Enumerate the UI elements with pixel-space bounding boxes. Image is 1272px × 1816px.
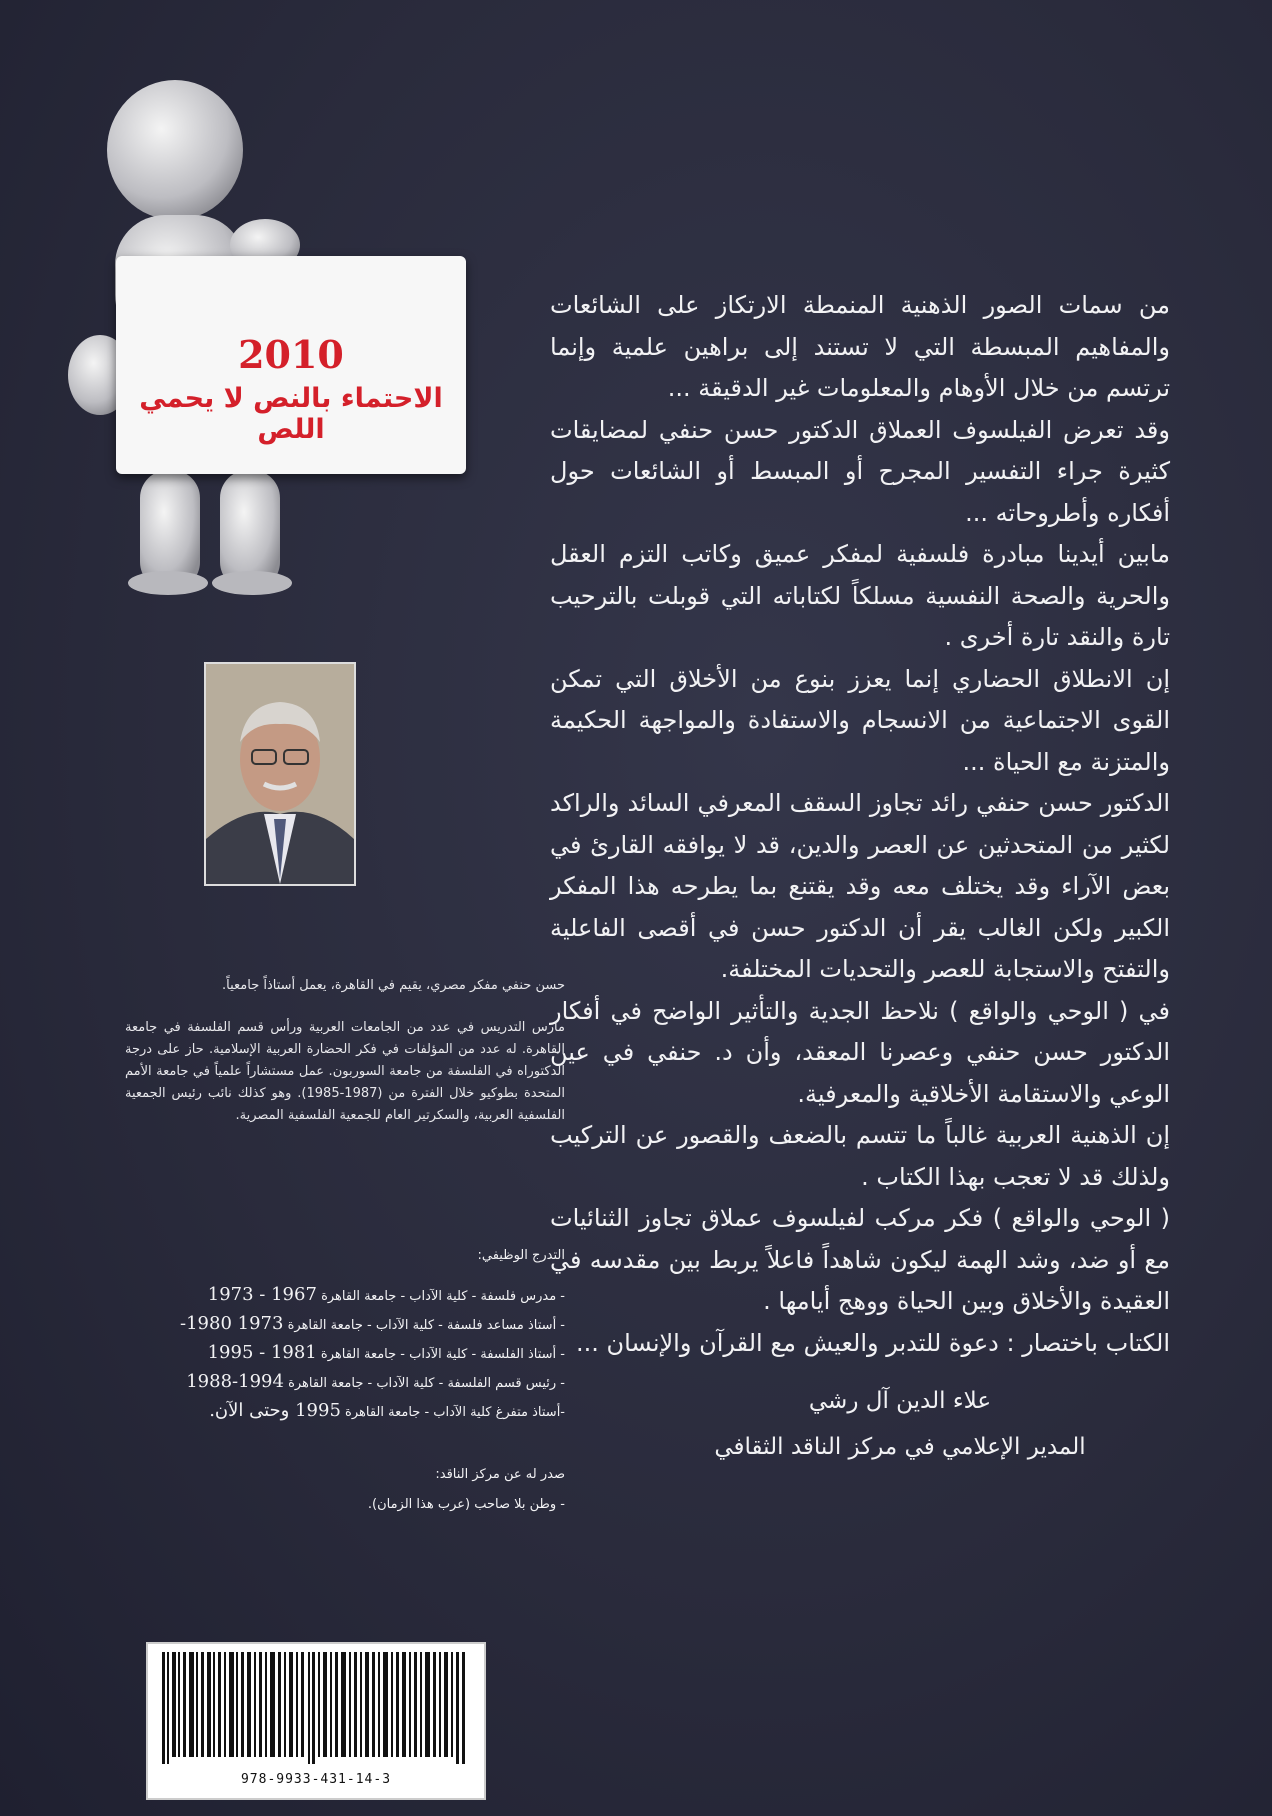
published-title: صدر له عن مركز الناقد:	[435, 1467, 565, 1482]
author-bio	[125, 975, 565, 1127]
card-year: 2010	[238, 332, 344, 377]
signature-name: علاء الدين آل رشي	[808, 1388, 992, 1414]
card-slogan: الاحتماء بالنص لا يحمي اللص	[139, 383, 443, 445]
career-title: التدرج الوظيفي:	[477, 1248, 565, 1263]
barcode	[146, 1642, 486, 1800]
blurb-paragraph: مابين أيدينا مبادرة فلسفية لمفكر عميق وكاتب التزم العقل والحرية والصحة النفسية مسلكاً لكتاباته التي قوبلت بالترحيب تارة والنقد تارة أخرى .	[550, 540, 1170, 651]
published-item: - وطن بلا صاحب (عرب هذا الزمان).	[367, 1497, 565, 1512]
list-item: - مدرس فلسفة - كلية الآداب - جامعة القاهرة 1967 - 1973	[207, 1284, 565, 1305]
author-photo	[204, 662, 356, 886]
list-item: - أستاذ مساعد فلسفة - كلية الآداب - جامعة القاهرة 1973 1980-	[180, 1313, 565, 1334]
list-item: - رئيس قسم الفلسفة - كلية الآداب - جامعة القاهرة 1994-1988	[186, 1371, 565, 1392]
signature	[700, 1378, 1100, 1470]
career-list	[125, 1280, 565, 1425]
blurb-paragraph: إن الذهنية العربية غالباً ما تتسم بالضعف والقصور عن التركيب ولذلك قد لا تعجب بهذا الكتاب .	[550, 1121, 1170, 1191]
blurb-paragraph: ( الوحي والواقع ) فكر مركب لفيلسوف عملاق تجاوز الثنائيات مع أو ضد، وشد الهمة ليكون شاهداً فاعلاً يربط بين مقدسه في العقيدة والأخلاق وبين الحياة ووهج أيامها .	[550, 1204, 1170, 1315]
blurb-paragraph: وقد تعرض الفيلسوف العملاق الدكتور حسن حنفي لمضايقات كثيرة جراء التفسير المجرح أو المبسط أو الشائعات حول أفكاره وأطروحاته ...	[550, 415, 1170, 527]
blurb-text	[550, 285, 1170, 1364]
isbn-number: 978-9933-431-14-3	[240, 1772, 392, 1787]
sign-card	[116, 256, 466, 474]
blurb-paragraph: في ( الوحي والواقع ) نلاحظ الجدية والتأثير الواضح في أفكار الدكتور حسن حنفي وعصرنا المعقد، وأن د. حنفي في عين الوعي والاستقامة الأخلاقية والمعرفية.	[550, 996, 1170, 1108]
list-item: - أستاذ الفلسفة - كلية الآداب - جامعة القاهرة 1981 - 1995	[207, 1342, 565, 1363]
bio-details: مارس التدريس في عدد من الجامعات العربية ورأس قسم الفلسفة في جامعة القاهرة. له عدد من المؤلفات في فكر الحضارة العربية الإسلامية. حاز على درجة الدكتوراه في الفلسفة من جامعة السوربون. عمل مستشاراً علمياً في جامعة الأمم المتحدة بطوكيو خلال الفترة من (1987-1985). وهو كذلك نائب رئيس الجمعية الفلسفية العربية، والسكرتير العام للجمعية الفلسفية المصرية.	[125, 1020, 565, 1123]
blurb-paragraph: الكتاب باختصار : دعوة للتدبر والعيش مع القرآن والإنسان ...	[575, 1328, 1170, 1357]
list-item: -أستاذ متفرغ كلية الآداب - جامعة القاهرة 1995 وحتى الآن.	[209, 1400, 565, 1421]
blurb-paragraph: من سمات الصور الذهنية المنمطة الارتكاز على الشائعات والمفاهيم المبسطة التي لا تستند إلى براهين علمية وإنما ترتسم من خلال الأوهام والمعلومات غير الدقيقة ...	[550, 291, 1170, 402]
blurb-paragraph: الدكتور حسن حنفي رائد تجاوز السقف المعرفي السائد والراكد لكثير من المتحدثين عن العصر والدين، قد لا يوافقه القارئ في بعض الآراء وقد يختلف معه وقد يقتنع بما يطرحه هذا المفكر الكبير ولكن الغالب يقر أن الدكتور حسن في أقصى الفاعلية والتفتح والاستجابة للعصر والتحديات المختلفة.	[550, 789, 1170, 983]
blurb-paragraph: إن الانطلاق الحضاري إنما يعزز بنوع من الأخلاق التي تمكن القوى الاجتماعية من الانسجام والاستفادة والمواجهة الحكيمة والمتزنة مع الحياة ...	[550, 664, 1170, 776]
barcode-bars	[162, 1652, 468, 1764]
bio-intro: حسن حنفي مفكر مصري، يقيم في القاهرة، يعمل أستاذاً جامعياً.	[221, 978, 565, 993]
signature-title: المدير الإعلامي في مركز الناقد الثقافي	[714, 1434, 1086, 1460]
